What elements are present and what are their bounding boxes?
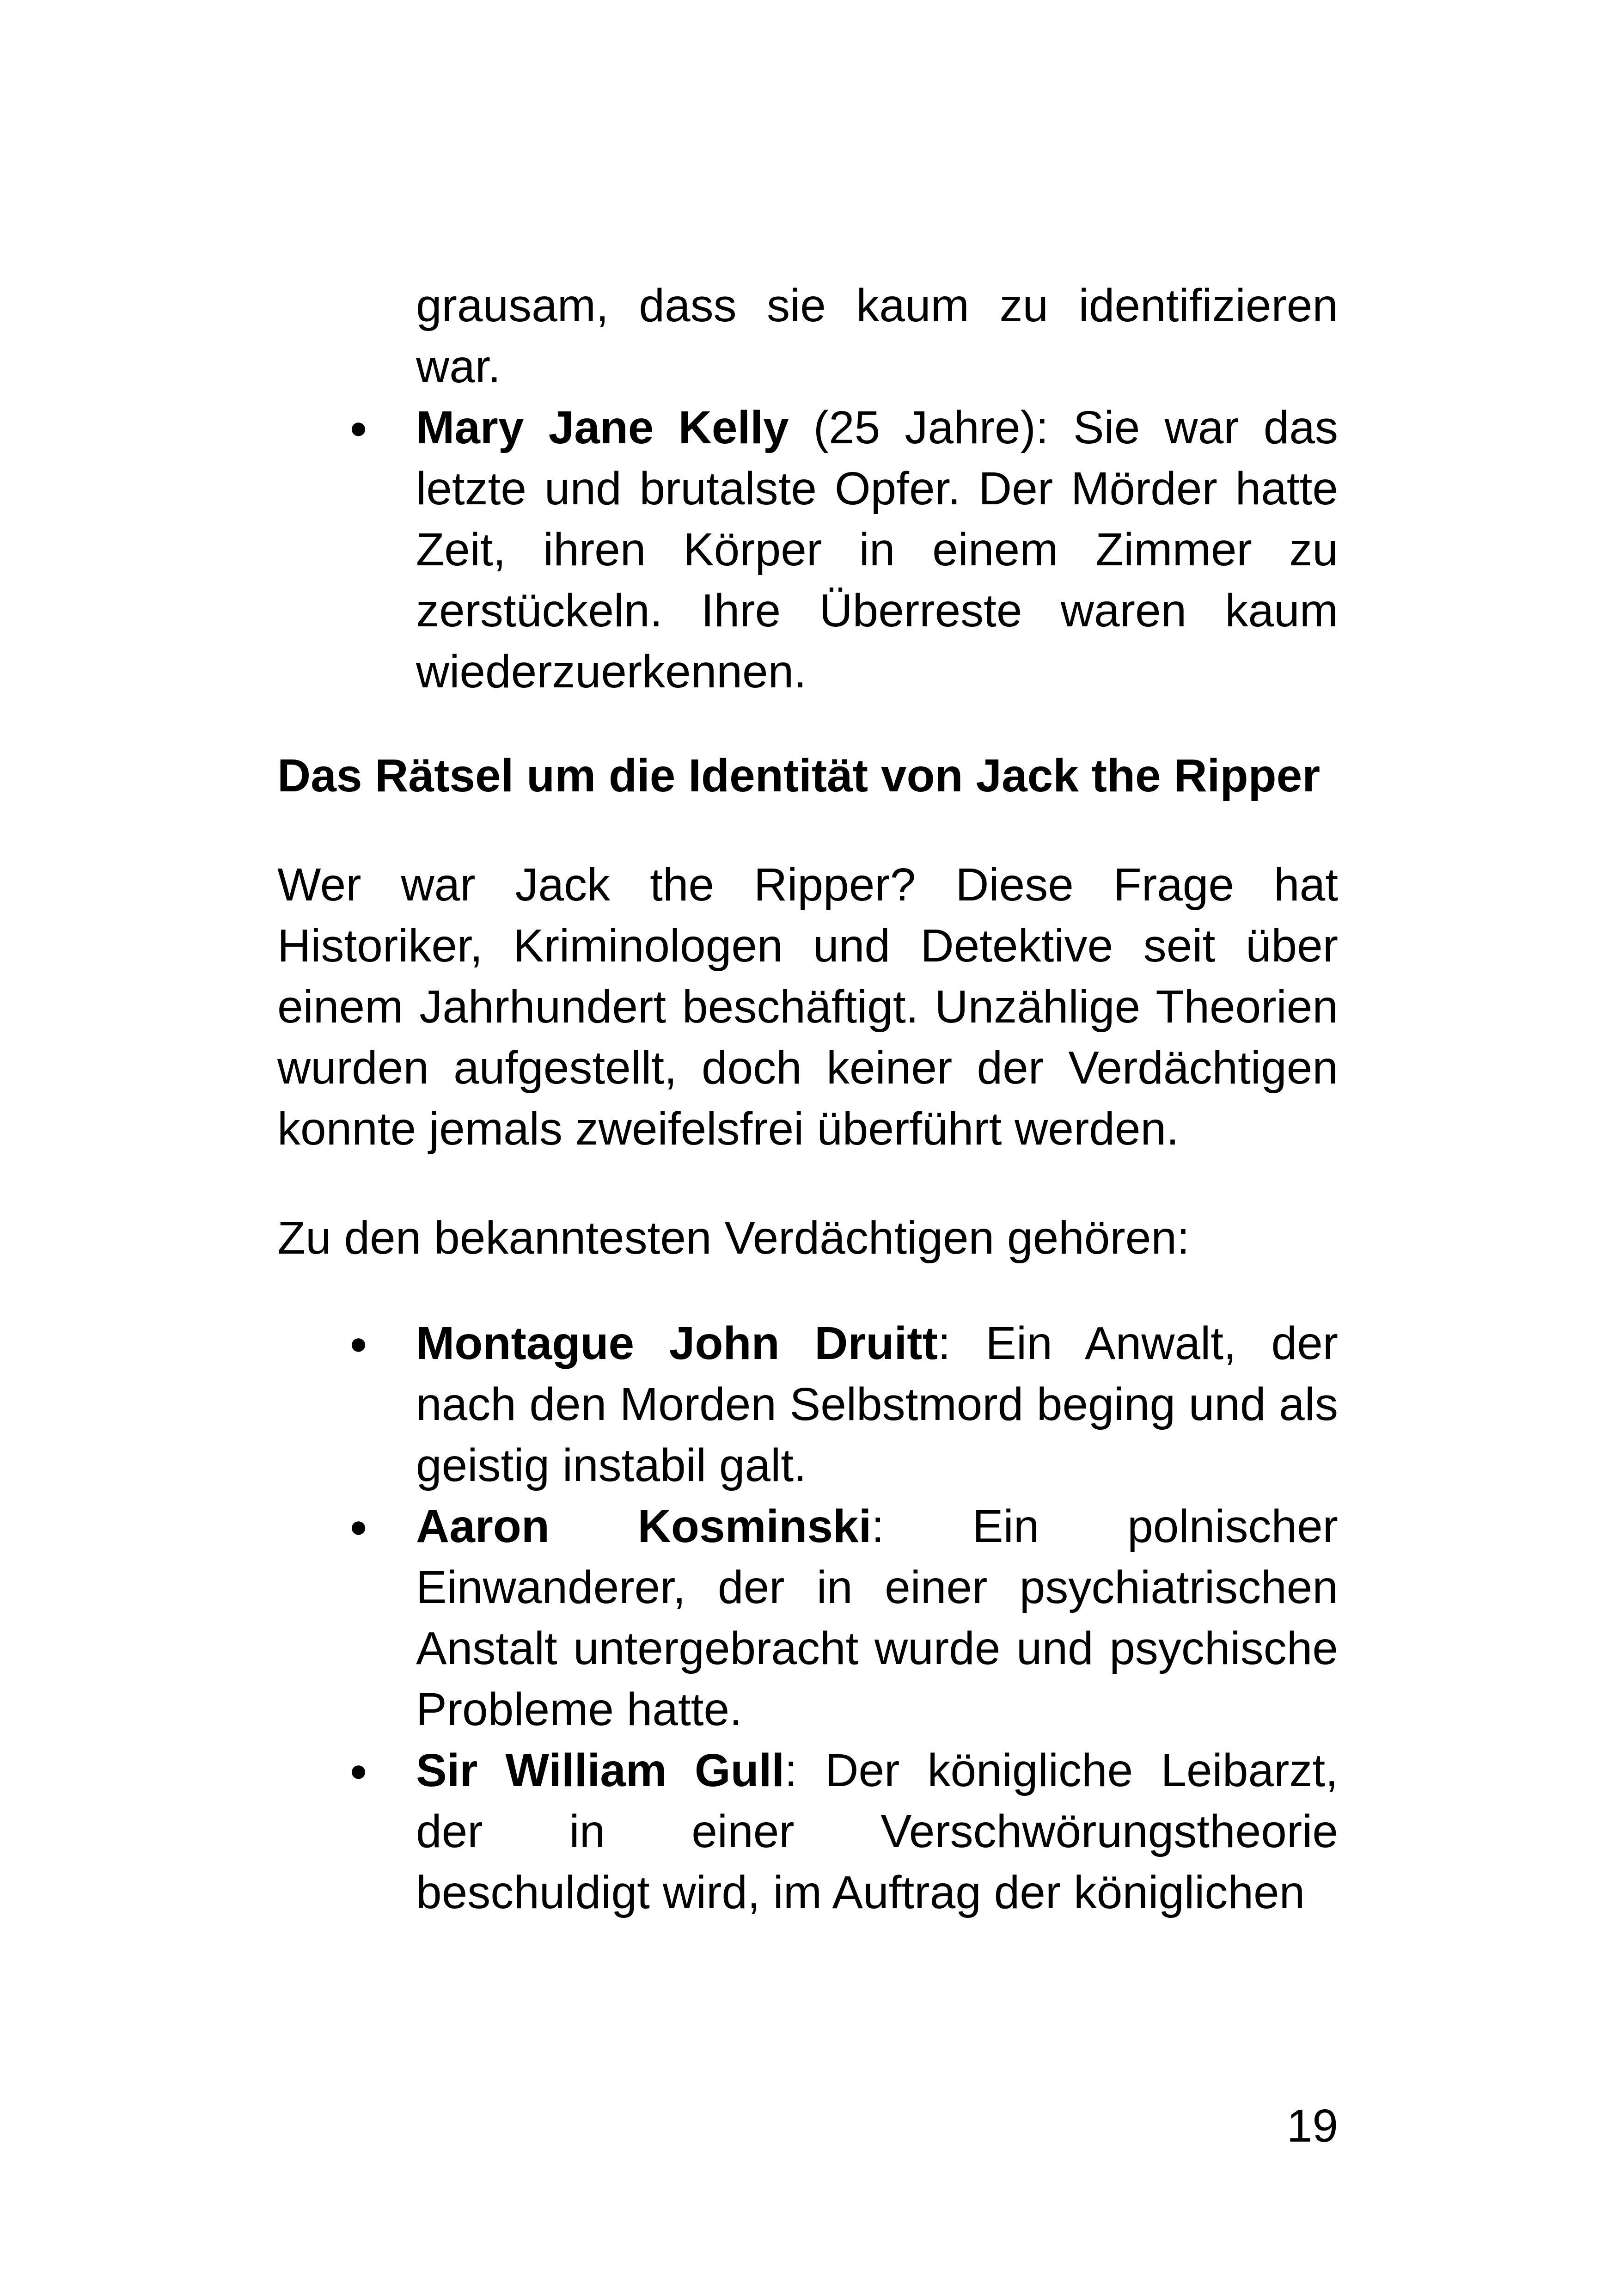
page-number: 19 (1286, 2100, 1338, 2152)
bullet-icon: ● (349, 1509, 368, 1544)
bullet-icon: ● (349, 1326, 368, 1361)
continued-text: grausam, dass sie kaum zu identifizieren war. (416, 280, 1338, 392)
suspect-list (277, 1313, 1338, 1923)
suspect-description: : Ein Anwalt, der nach den Morden Selbstmord beging und als geistig instabil galt. (416, 1317, 1339, 1491)
bullet-icon: ● (349, 1753, 368, 1788)
paragraph-intro: Wer war Jack the Ripper? Diese Frage hat Historiker, Kriminologen und Detektive seit über einem Jahrhundert beschäftigt. Unzählige Theorien wurden aufgestellt, doch keiner der Verdächtigen konnte jemals zweifelsfrei überführt werden. (277, 859, 1338, 1155)
victim-description: (25 Jahre): Sie war das letzte und brutalste Opfer. Der Mörder hatte Zeit, ihren Körper in einem Zimmer zu zerstückeln. Ihre Überreste waren kaum wiederzuerkennen. (416, 402, 1338, 698)
paragraph-suspects-lead: Zu den bekanntesten Verdächtigen gehören: (277, 1212, 1190, 1264)
suspect-name: Aaron Kosminski (416, 1500, 872, 1552)
victim-name: Mary Jane Kelly (416, 402, 789, 453)
suspect-name: Montague John Druitt (416, 1317, 938, 1369)
suspect-name: Sir William Gull (416, 1745, 785, 1796)
suspect-description: : Ein polnischer Einwanderer, der in einer psychiatrischen Anstalt untergebracht wurde und psychische Probleme hatte. (416, 1500, 1338, 1735)
list-item-mary-jane-kelly (277, 397, 1338, 702)
section-heading: Das Rätsel um die Identität von Jack the Ripper (277, 750, 1321, 802)
list-item-suspect (277, 1313, 1338, 1496)
bullet-icon: ● (349, 410, 368, 445)
list-item-continuation (277, 275, 1338, 397)
suspect-description: : Der königliche Leibarzt, der in einer Verschwörungstheorie beschuldigt wird, im Auftrag der königlichen (416, 1745, 1338, 1918)
list-item-suspect (277, 1740, 1338, 1923)
victim-list (277, 275, 1338, 702)
list-item-suspect (277, 1496, 1338, 1740)
